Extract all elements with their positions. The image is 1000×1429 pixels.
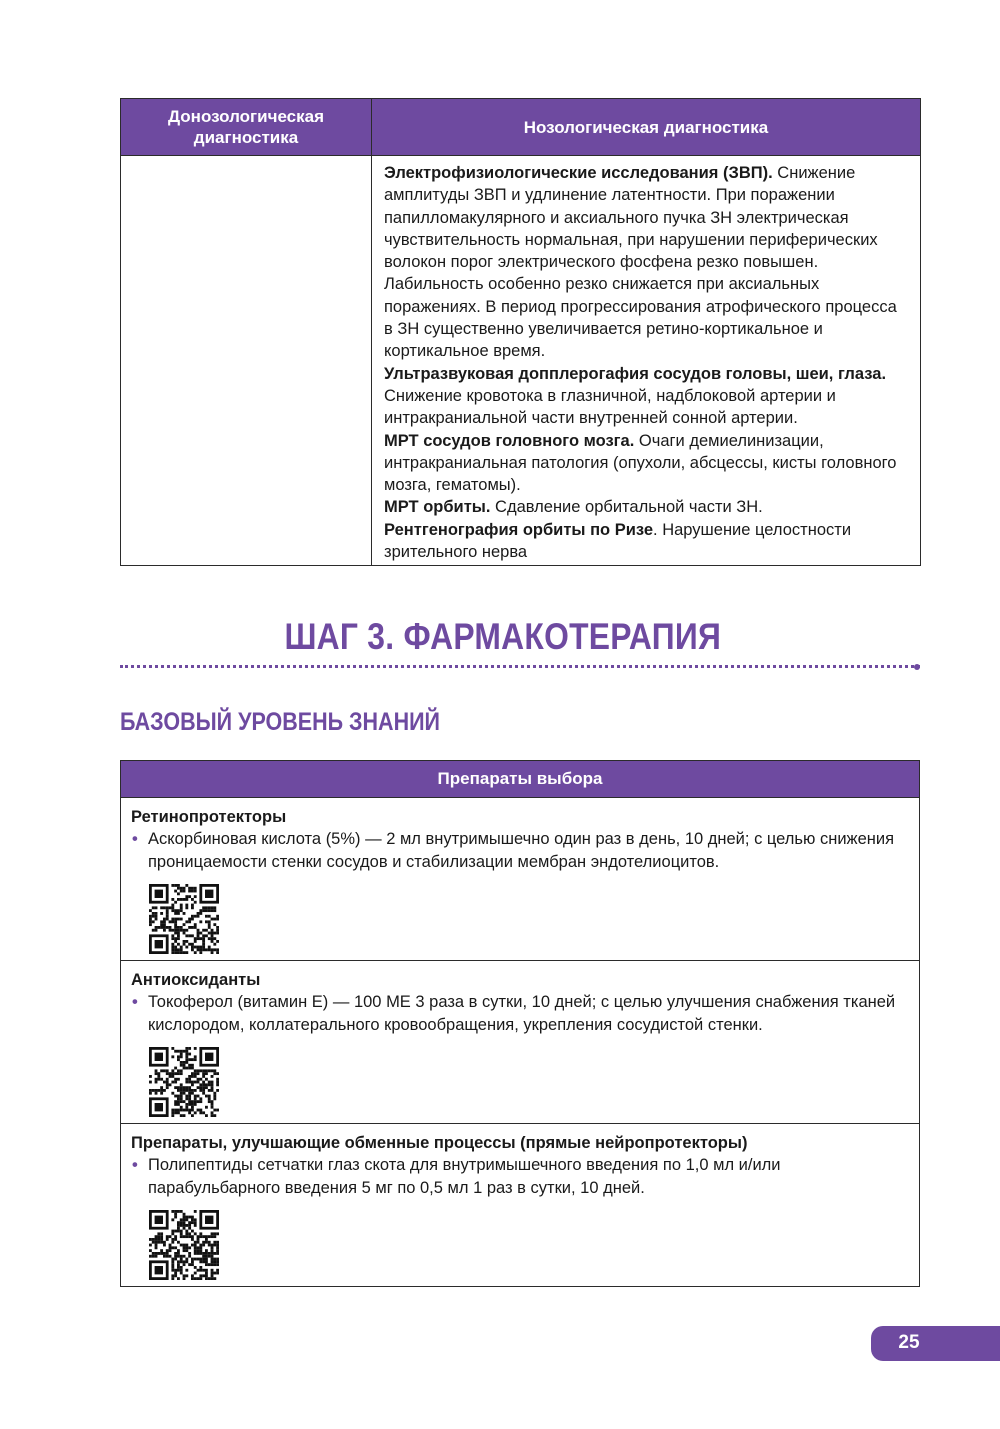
drug-group-antioxidants [121, 961, 920, 1124]
drug-item-text: Аскорбиновая кислота (5%) — 2 мл внутримышечно один раз в день, 10 дней; с целью снижения проницаемости стенки сосудов и стабилизации мембран эндотелиоцитов. [148, 830, 895, 871]
diag-item-mri-orbit [384, 496, 910, 518]
bullet-icon: • [132, 830, 138, 849]
drugs-header-row [121, 761, 920, 798]
drug-item [131, 1154, 905, 1199]
drugs-header: Препараты выбора [121, 761, 920, 798]
diag-item-xray [384, 519, 910, 564]
dotted-divider-end-dot [914, 664, 920, 670]
drug-item-text: Полипептиды сетчатки глаз скота для внутримышечного введения по 1,0 мл и/или парабульбарного введения 5 мг по 0,5 мл 1 раз в сутки, 10 дней. [148, 1156, 781, 1197]
diagnostics-header-row [121, 99, 921, 156]
drug-item-text: Токоферол (витамин Е) — 100 МЕ 3 раза в сутки, 10 дней; с целью улучшения снабжения тканей кислородом, коллатерального кровообращения, укрепления сосудистой стенки. [148, 993, 896, 1034]
header-nosological: Нозологическая диагностика [372, 99, 921, 156]
qr-code-icon[interactable] [149, 1047, 219, 1117]
drug-group-row [121, 961, 920, 1124]
diag-item-text: Снижение амплитуды ЗВП и удлинение латентности. При поражении папилломакулярного и аксиального пучка ЗН электрическая чувствительность нормальная, при нарушении периферических волокон порог электрического фосфена резко повышен. Лабильность особенно резко снижается при аксиальных поражениях. В период прогрессирования атрофического процесса в ЗН существенно увеличивается ретино-кортикальное и кортикальное время. [384, 164, 897, 361]
diag-item-title: Рентгенография орбиты по Ризе [384, 520, 654, 539]
diag-item-evp [384, 162, 910, 363]
diagnostics-table [120, 98, 921, 566]
diag-item-title: Электрофизиологические исследования (ЗВП). [384, 164, 773, 182]
prenosological-cell [121, 156, 372, 566]
drug-item [131, 991, 905, 1036]
page-number-tab [871, 1326, 1000, 1361]
diagnostics-body-row [121, 156, 921, 566]
drug-group-title: Препараты, улучшающие обменные процессы (прямые нейропротекторы) [131, 1134, 748, 1152]
drug-group-retinoprotectors [121, 798, 920, 961]
drug-group-title: Антиоксиданты [131, 971, 261, 989]
dotted-divider [120, 665, 920, 668]
diag-item-title: МРТ сосудов головного мозга. [384, 431, 635, 450]
diag-item-text: Снижение кровотока в глазничной, надблоковой артерии и интракраниальной части внутренней сонной артерии. [384, 386, 836, 428]
drugs-table [120, 760, 920, 1287]
step-title: ШАГ 3. ФАРМАКОТЕРАПИЯ [284, 616, 722, 657]
diag-item-doppler [384, 363, 910, 430]
diag-item-title: МРТ орбиты. [384, 498, 491, 517]
diag-item-mri-brain [384, 430, 910, 497]
qr-code-icon[interactable] [149, 1210, 219, 1280]
qr-code-icon[interactable] [149, 884, 219, 954]
diag-item-text: . Нарушение целостности зрительного нерва [384, 520, 852, 562]
bullet-icon: • [132, 1156, 138, 1175]
page-number: 25 [898, 1332, 920, 1353]
section-heading: БАЗОВЫЙ УРОВЕНЬ ЗНАНИЙ [120, 708, 441, 736]
header-prenosological: Донозологическая диагностика [121, 99, 372, 156]
drug-group-row [121, 1124, 920, 1287]
drug-group-row [121, 798, 920, 961]
drug-group-title: Ретинопротекторы [131, 808, 287, 826]
nosological-cell [372, 156, 921, 566]
diag-item-text: Очаги демиелинизации, интракраниальная патология (опухоли, абсцессы, кисты головного мозга, гематомы). [384, 431, 897, 495]
diag-item-title: Ультразвуковая допплерогафия сосудов головы, шеи, глаза. [384, 364, 887, 383]
drug-group-neuroprotectors [121, 1124, 920, 1287]
drug-item [131, 828, 905, 873]
diag-item-text: Сдавление орбитальной части ЗН. [490, 498, 763, 517]
bullet-icon: • [132, 993, 138, 1012]
